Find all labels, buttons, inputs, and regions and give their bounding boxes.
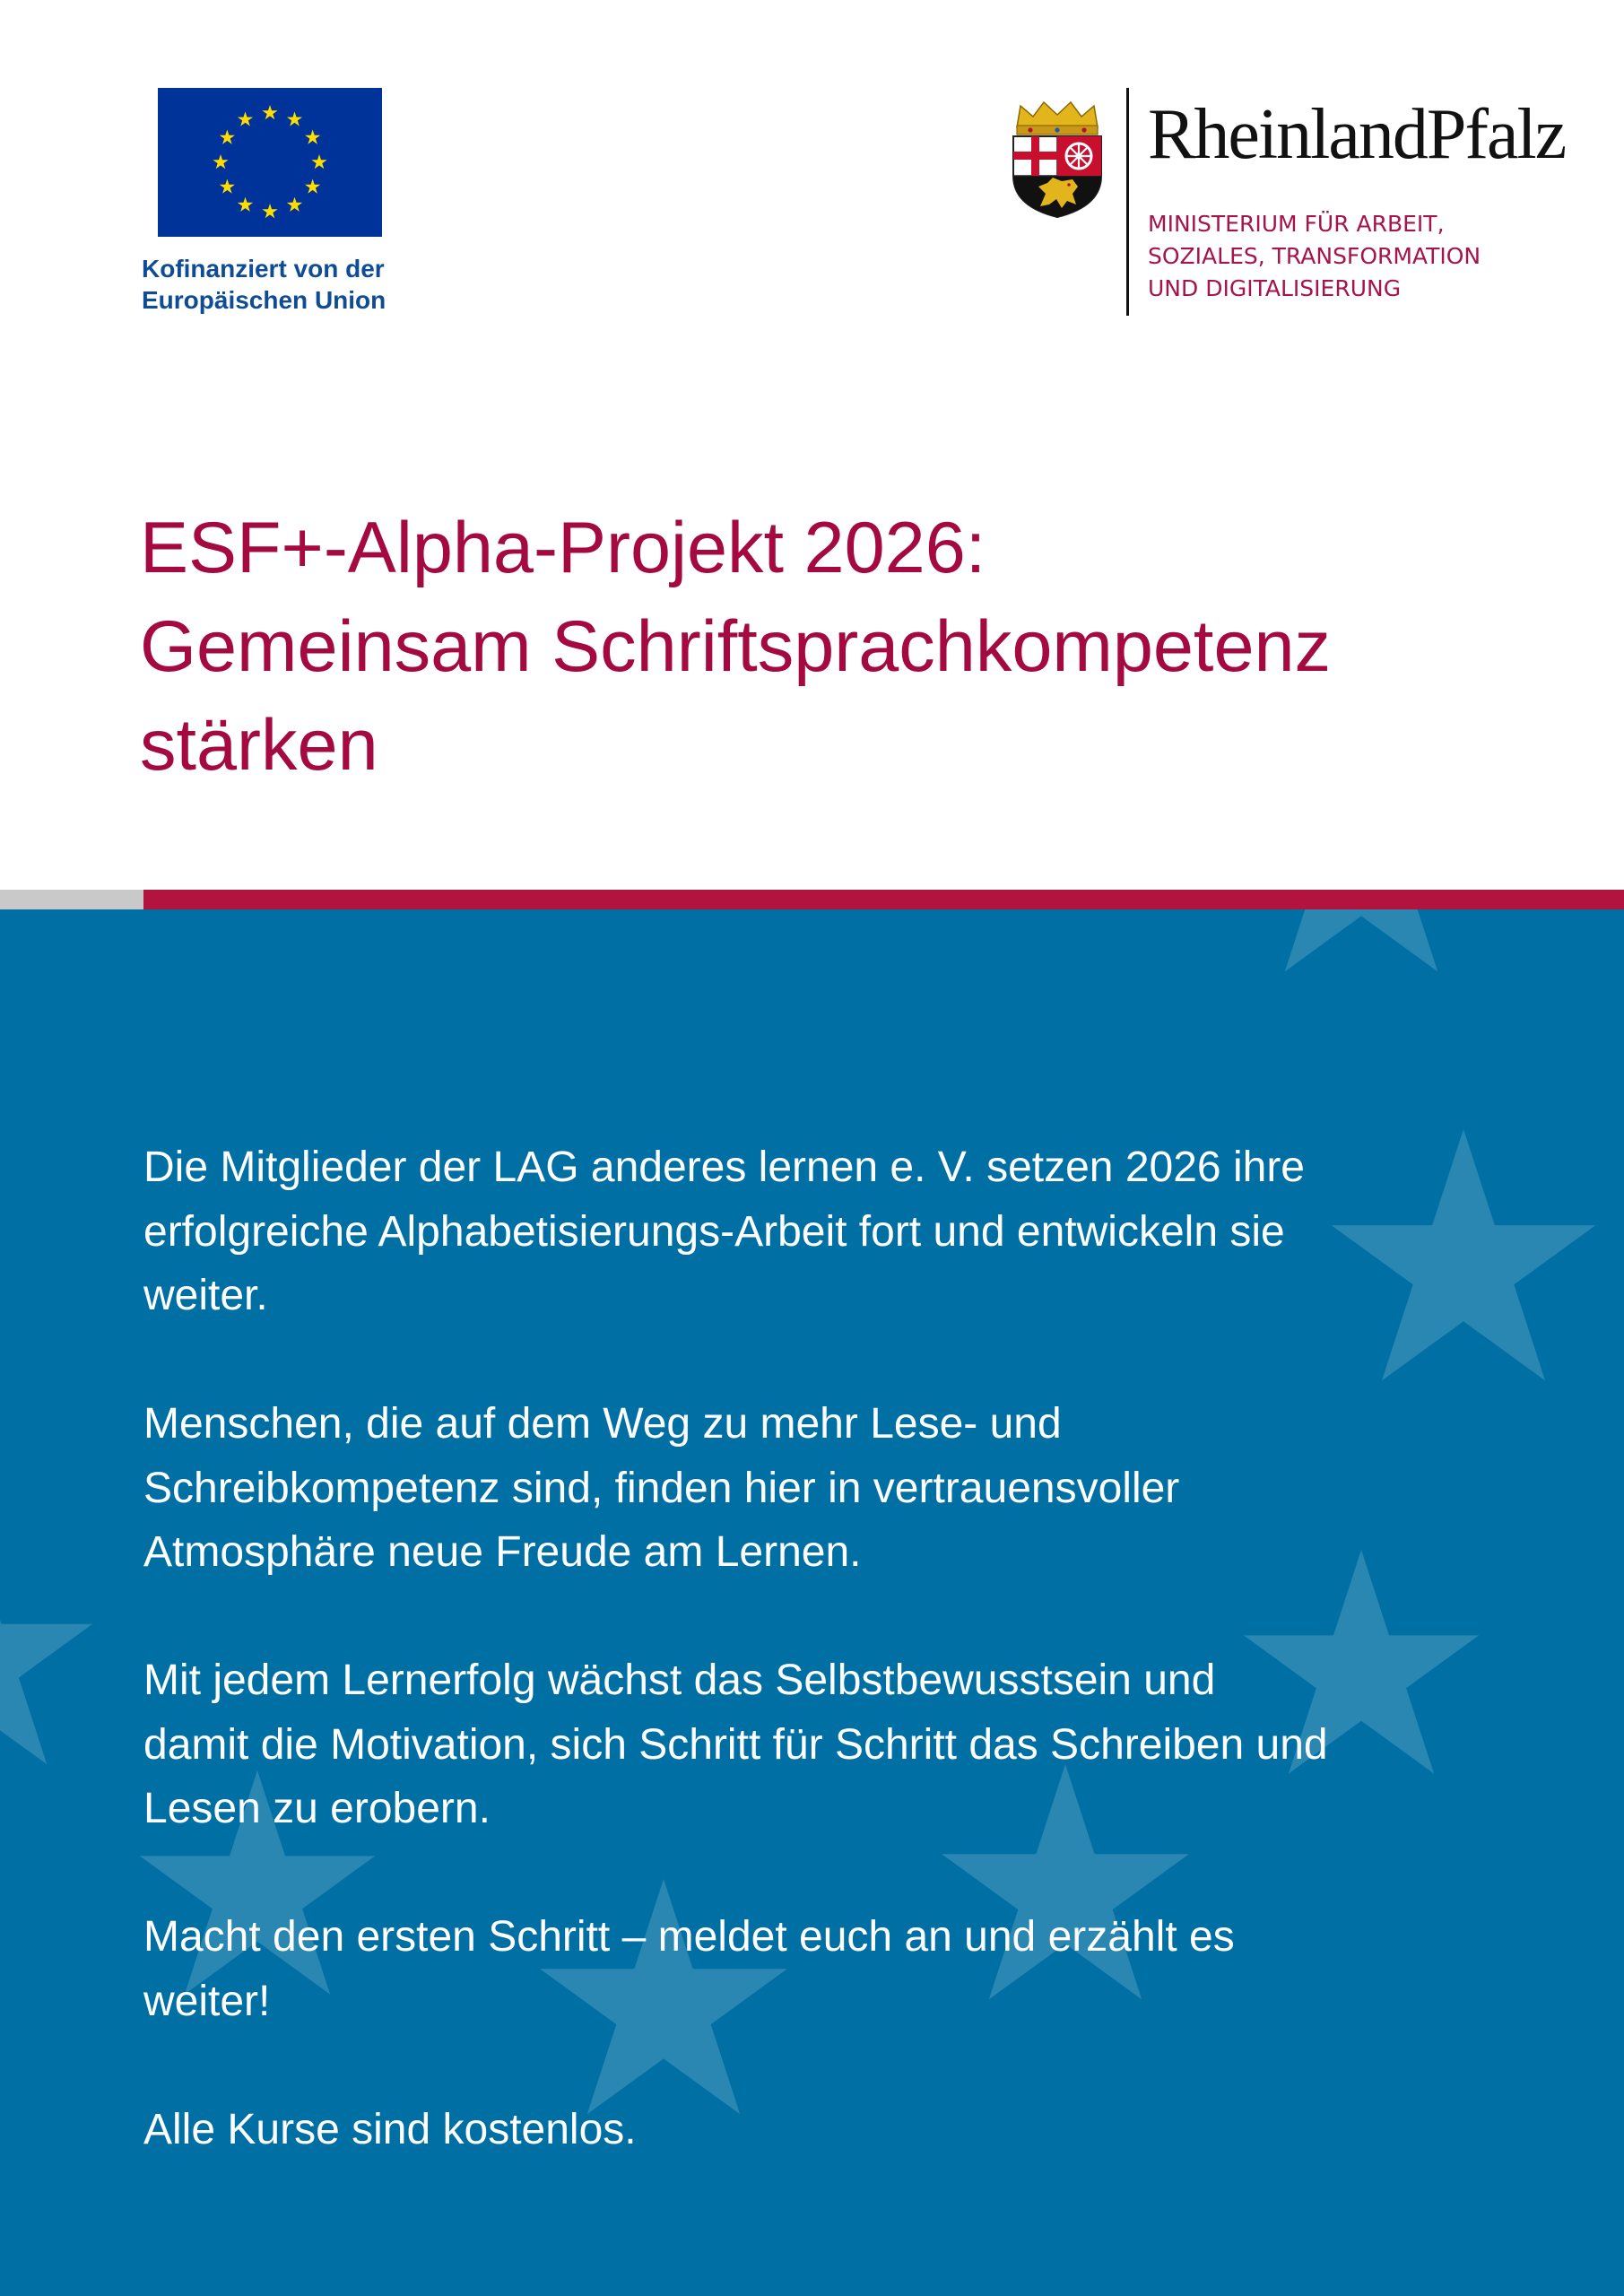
paragraph-line: weiter. [143,1272,268,1319]
paragraph-line: Atmosphäre neue Freude am Lernen. [143,1528,862,1576]
eu-caption [142,253,429,316]
title-line: ESF+-Alpha-Projekt 2026: [140,508,986,588]
title-line: Gemeinsam Schriftsprachkompetenz [140,606,1332,687]
eu-flag-star [287,197,302,212]
star-icon [0,1537,92,1764]
paragraph [143,1648,1578,1841]
paragraph-line: Mit jedem Lernerfolg wächst das Selbstbewusstsein und [143,1657,1216,1704]
paragraph-line: Macht den ersten Schritt – meldet euch an und erzählt es [143,1913,1235,1961]
rheinland-pfalz-ministry-logo [1010,88,1566,317]
rheinland-pfalz-crest-icon [1010,100,1105,219]
eu-flag-star [220,130,235,144]
divider-stripe-grey [0,890,143,909]
paragraph [143,1135,1578,1328]
eu-caption-line: Europäischen Union [142,286,386,314]
eu-flag-star [238,111,253,126]
star-icon [1238,909,1485,971]
paragraph-line: Lesen zu erobern. [143,1785,491,1832]
eu-flag-star [305,179,320,194]
eu-caption-line: Kofinanziert von der [142,255,385,283]
paragraph [143,2098,1578,2162]
logo-divider [1126,88,1129,316]
eu-flag-star [213,154,228,169]
eu-flag-star [238,197,253,212]
eu-flag-star [220,179,235,194]
paragraph [143,1392,1578,1585]
page-title [140,499,1539,795]
divider-stripe-red [143,890,1624,909]
paragraph [143,1905,1578,2033]
paragraph-line: weiter! [143,1977,271,2025]
title-line: stärken [140,705,378,786]
ministry-name-line: MINISTERIUM FÜR ARBEIT, [1148,211,1445,237]
paragraph-line: Die Mitglieder der LAG anderes lernen e. V. setzen 2026 ihre [143,1144,1305,1191]
paragraph-line: erfolgreiche Alphabetisierungs-Arbeit fort und entwickeln sie [143,1207,1285,1256]
paragraph-line: Alle Kurse sind kostenlos. [143,2105,637,2153]
eu-flag-star [287,111,302,126]
eu-flag-star [311,154,326,169]
eu-flag-icon [158,88,382,237]
rheinland-pfalz-wordmark: RheinlandPfalz [1148,95,1566,174]
ministry-name-line: UND DIGITALISIERUNG [1148,275,1402,301]
eu-flag-star [262,105,277,119]
ministry-name-line: SOZIALES, TRANSFORMATION [1148,243,1481,269]
eu-flag-star [262,204,277,218]
paragraph-line: Schreibkompetenz sind, finden hier in vertrauensvoller [143,1464,1180,1512]
paragraph-line: damit die Motivation, sich Schritt für Schritt das Schreiben und [143,1720,1328,1769]
eu-flag-star [305,130,320,144]
ministry-name [1148,208,1481,305]
paragraph-line: Menschen, die auf dem Weg zu mehr Lese- und [143,1400,1062,1448]
body-text [143,1135,1578,2226]
